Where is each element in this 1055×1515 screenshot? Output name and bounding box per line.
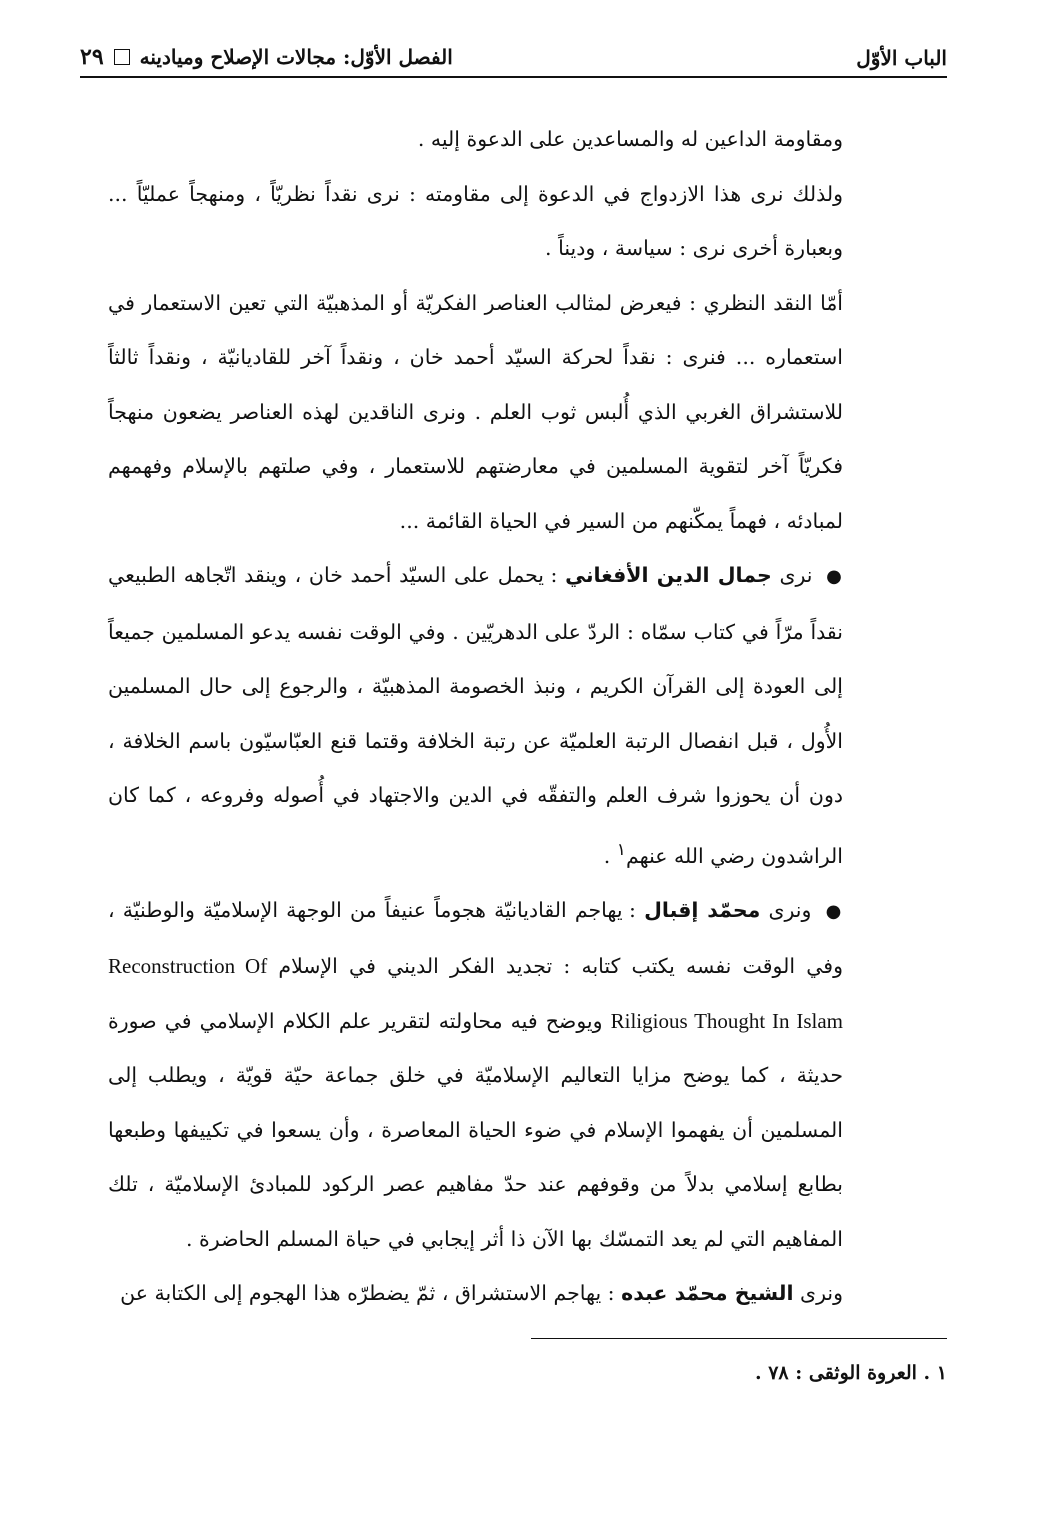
- footnote-divider: [531, 1338, 947, 1339]
- paragraph-text: : يحمل على السيّد أحمد خان ، وينقد اتّجاهه الطبيعي نقداً مرّاً في كتاب سمّاه : الردّ على الدهريّين . وفي الوقت نفسه يدعو المسلمين جميعاً إلى العودة إلى القرآن الكريم ، ونبذ الخصومة المذهبيّة ، والرجوع إلى حال المسلمين الأُول ، قبل انفصال الرتبة العلميّة عن رتبة الخلافة وقتما قنع العبّاسيّون باسم الخلافة ، دون أن يحوزوا شرف العلم والتفقّه في الدين والاجتهاد في أُصوله وفروعه ، كما كان الراشدون رضي الله عنهم: [108, 563, 843, 868]
- paragraph-bullet: [108, 883, 843, 1267]
- square-separator-icon: [114, 49, 130, 65]
- lead-word: نرى: [779, 563, 813, 587]
- bullet-icon: ●: [826, 566, 843, 587]
- paragraph: أمّا النقد النظري : فيعرض لمثالب العناصر الفكريّة أو المذهبيّة التي تعين الاستعمار في استعماره ... فنرى : نقداً لحركة السيّد أحمد خان ، ونقداً آخر للقاديانيّة ، ونقداً ثالثاً للاستشراق الغربي الذي أُلبس ثوب العلم . ونرى الناقدين لهذه العناصر يضعون منهجاً فكريّاً آخر لتقوية المسلمين في معارضتهم للاستعمار ، وفي صلتهم بالإسلام وفهمهم لمبادئه ، فهماً يمكّنهم من السير في الحياة القائمة ...: [108, 290, 843, 533]
- paragraph-text: : يهاجم الاستشراق ، ثمّ يضطرّه هذا الهجوم إلى الكتابة عن: [120, 1281, 615, 1306]
- person-name: محمّد إقبال: [644, 897, 761, 922]
- latin-book-title: Reconstruction Of Riligious Thought In Islam: [108, 954, 843, 1033]
- paragraph-end: .: [603, 843, 617, 868]
- person-name: جمال الدين الأفغاني: [565, 563, 772, 587]
- bullet-icon: ●: [825, 900, 843, 922]
- footnote: ١ . العروة الوثقى : ٧٨ .: [754, 1362, 947, 1384]
- paragraph: ومقاومة الداعين له والمساعدين على الدعوة إليه .: [417, 127, 843, 151]
- paragraph-bullet: [108, 548, 843, 883]
- page-number: ٢٩: [80, 44, 104, 70]
- person-name: الشيخ محمّد عبده: [621, 1281, 794, 1306]
- lead-word: ونرى: [800, 1281, 843, 1306]
- main-text: [108, 112, 843, 1321]
- paragraph: ولذلك نرى هذا الازدواج في الدعوة إلى مقاومته : نرى نقداً نظريّاً ، ومنهجاً عمليّاً ... وبعبارة أخرى نرى : سياسة ، وديناً .: [108, 181, 843, 260]
- section-title-group: [80, 44, 453, 70]
- section-title: الفصل الأوّل: مجالات الإصلاح وميادينه: [139, 45, 453, 69]
- running-header: [80, 38, 947, 78]
- paragraph-text-cont: ويوضح فيه محاولته لتقرير علم الكلام الإسلامي في صورة حديثة ، كما يوضح مزايا التعاليم الإسلاميّة في خلق جماعة حيّة قويّة ، ويطلب إلى المسلمين أن يفهموا الإسلام في ضوء الحياة المعاصرة ، وأن يسعوا في تكييفها وطبعها بطابع إسلامي بدلاً من وقوفهم عند حدّ مفاهيم عصر الركود للمبادئ الإسلاميّة ، تلك المفاهيم التي لم يعد التمسّك بها الآن ذا أثر إيجابي في حياة المسلم الحاضرة .: [108, 1008, 843, 1251]
- paragraph: [108, 1266, 843, 1321]
- paragraph-text: : يهاجم القاديانيّة هجوماً عنيفاً من الوجهة الإسلاميّة والوطنيّة ، وفي الوقت نفسه يكتب كتابه : تجديد الفكر الديني في الإسلام: [108, 897, 843, 979]
- footnote-ref: ١: [616, 839, 626, 860]
- chapter-title: الباب الأوّل: [856, 46, 947, 70]
- lead-word: ونرى: [768, 897, 812, 922]
